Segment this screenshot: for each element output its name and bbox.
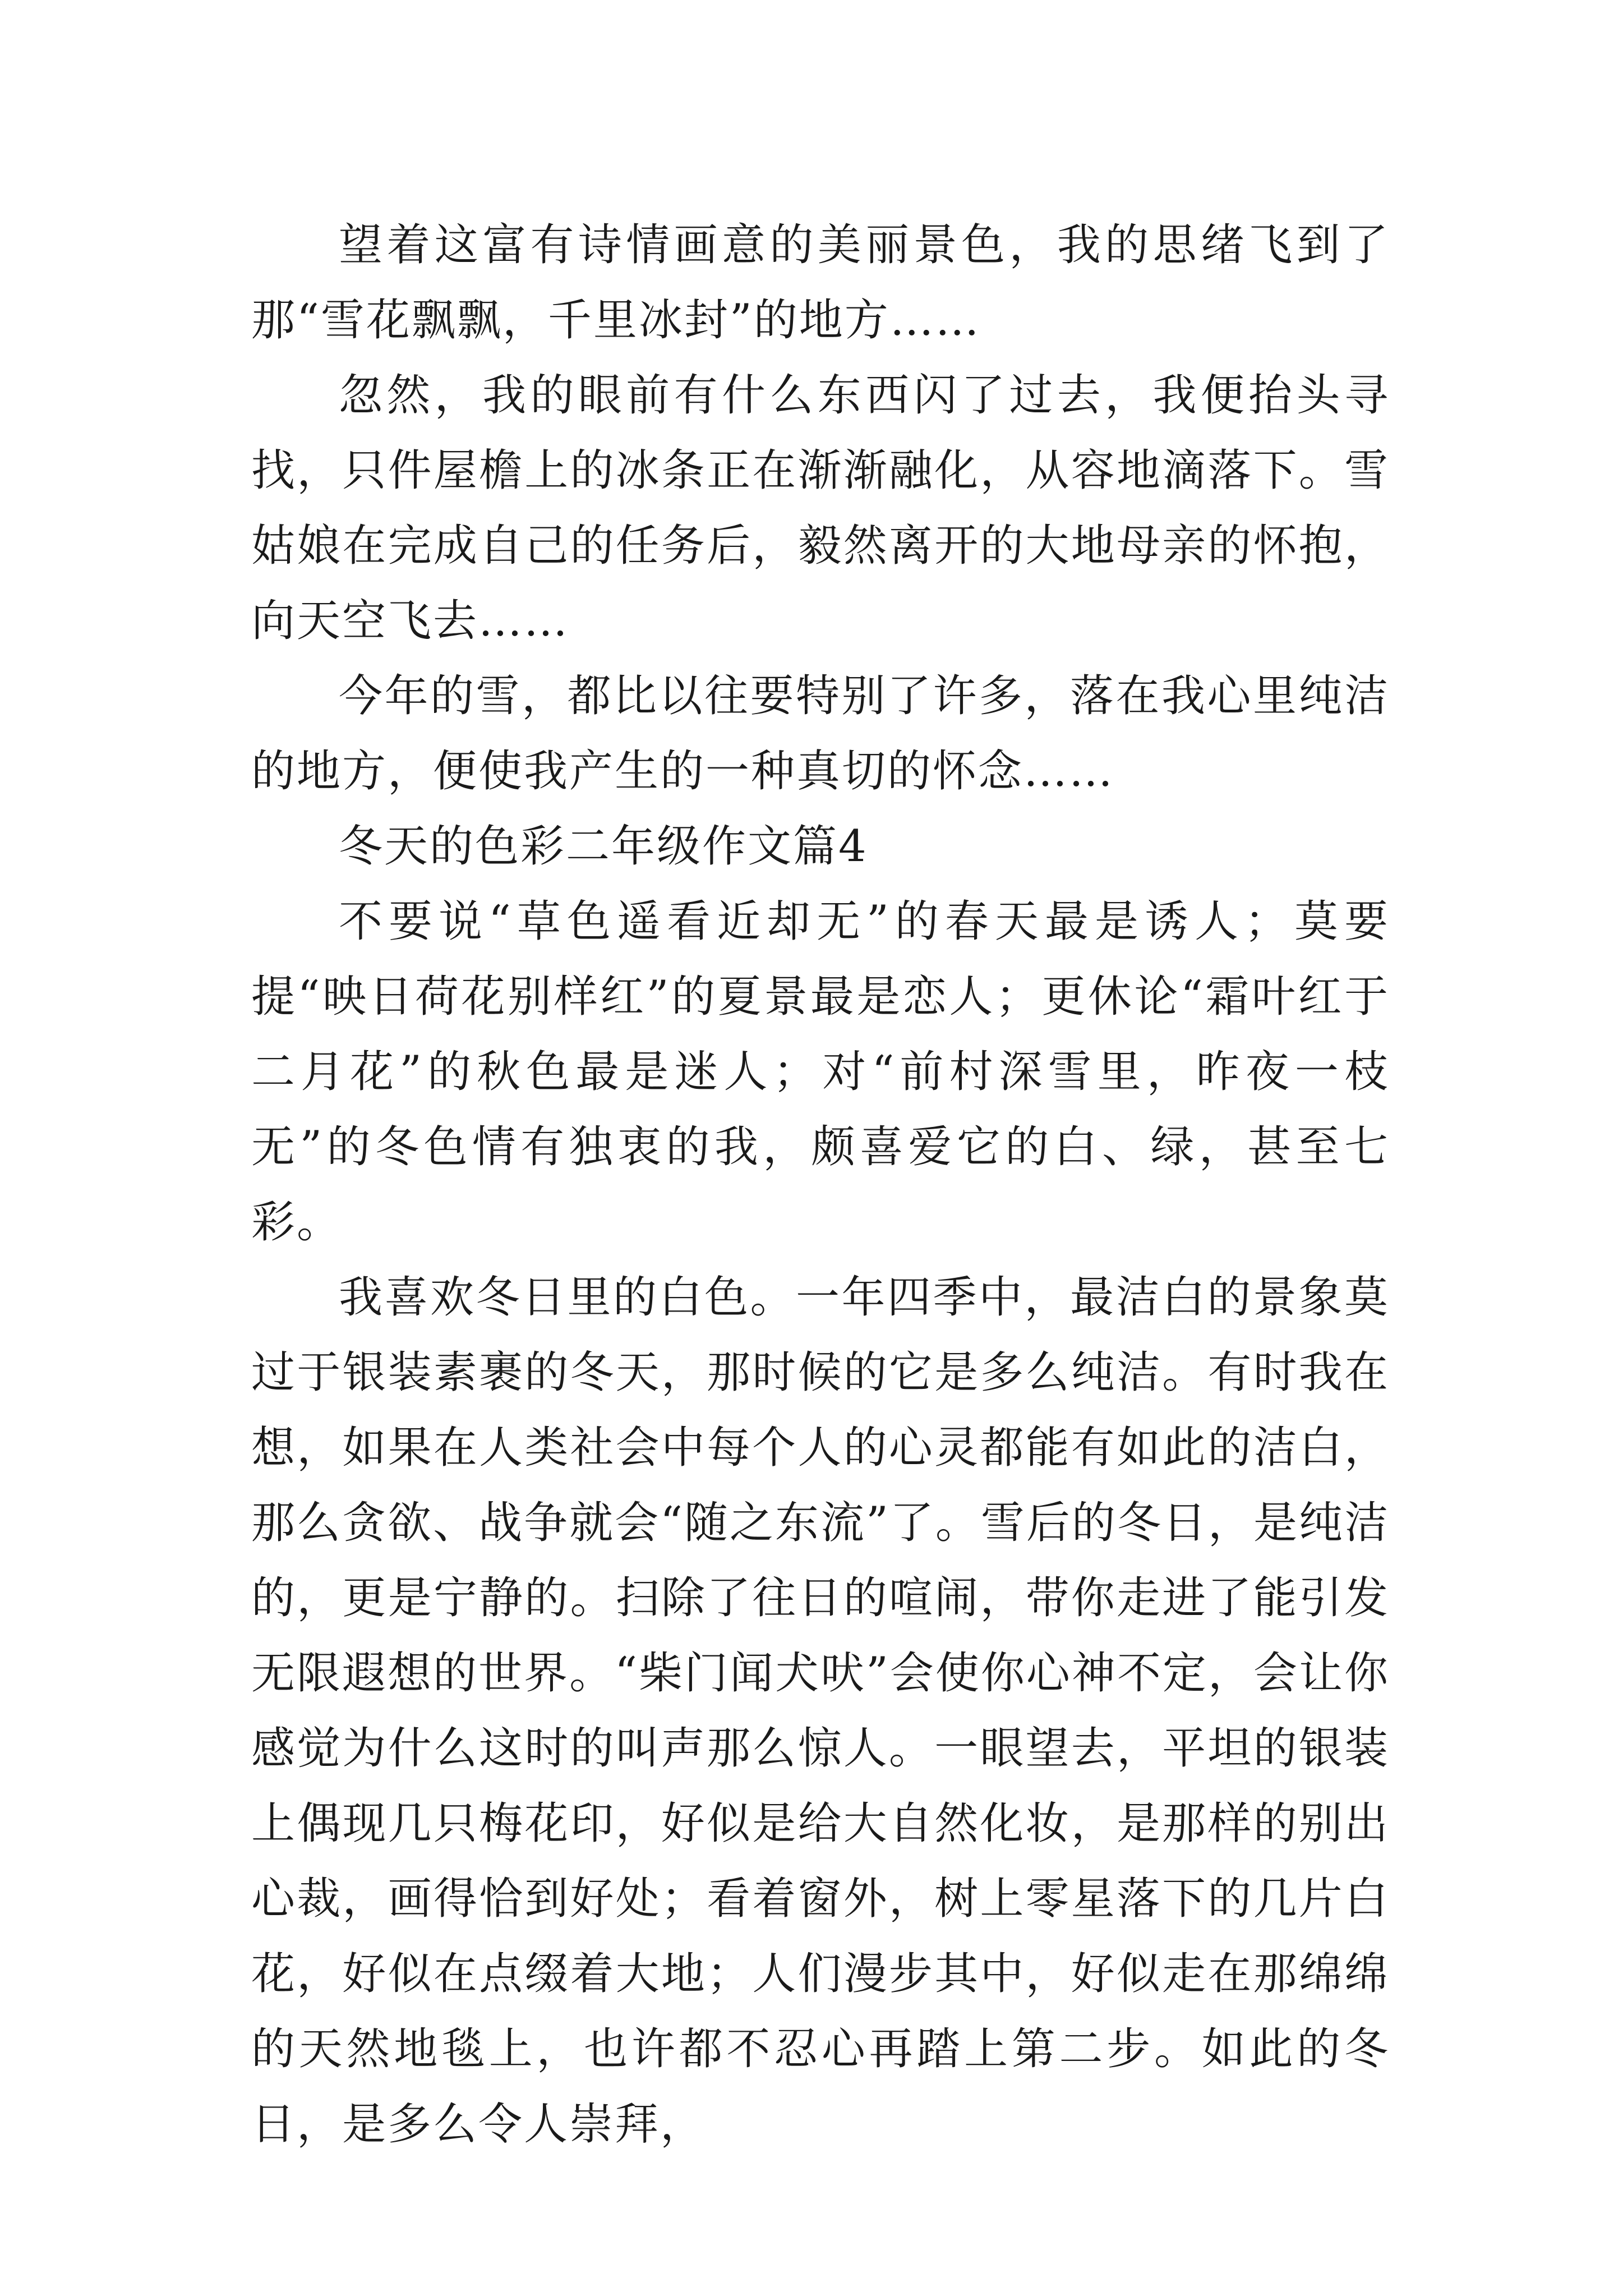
section-heading: 冬天的色彩二年级作文篇4 xyxy=(339,821,868,872)
document-body xyxy=(251,208,1390,2162)
paragraph-1: 望着这富有诗情画意的美丽景色，我的思绪飞到了那“雪花飘飘，千里冰封”的地方…… xyxy=(251,220,1390,346)
paragraph-2: 忽然，我的眼前有什么东西闪了过去，我便抬头寻找，只件屋檐上的冰条正在渐渐融化，从容地滴落下。雪姑娘在完成自己的任务后，毅然离开的大地母亲的怀抱，向天空飞去…… xyxy=(251,370,1390,646)
paragraph-3: 今年的雪，都比以往要特别了许多，落在我心里纯洁的地方，便使我产生的一种真切的怀念…… xyxy=(251,671,1390,797)
paragraph-4: 不要说“草色遥看近却无”的春天最是诱人；莫要提“映日荷花别样红”的夏景最是恋人；更休论“霜叶红于二月花”的秋色最是迷人；对“前村深雪里，昨夜一枝无”的冬色情有独衷的我，颇喜爱它的白、绿，甚至七彩。 xyxy=(251,896,1390,1248)
paragraph-5: 我喜欢冬日里的白色。一年四季中，最洁白的景象莫过于银装素裹的冬天，那时候的它是多么纯洁。有时我在想，如果在人类社会中每个人的心灵都能有如此的洁白，那么贪欲、战争就会“随之东流”了。雪后的冬日，是纯洁的，更是宁静的。扫除了往日的喧闹，带你走进了能引发无限遐想的世界。“柴门闻犬吠”会使你心神不定，会让你感觉为什么这时的叫声那么惊人。一眼望去，平坦的银装上偶现几只梅花印，好似是给大自然化妆，是那样的别出心裁，画得恰到好处；看着窗外，树上零星落下的几片白花，好似在点缀着大地；人们漫步其中，好似走在那绵绵的天然地毯上，也许都不忍心再踏上第二步。如此的冬日，是多么令人崇拜， xyxy=(251,1272,1390,2150)
